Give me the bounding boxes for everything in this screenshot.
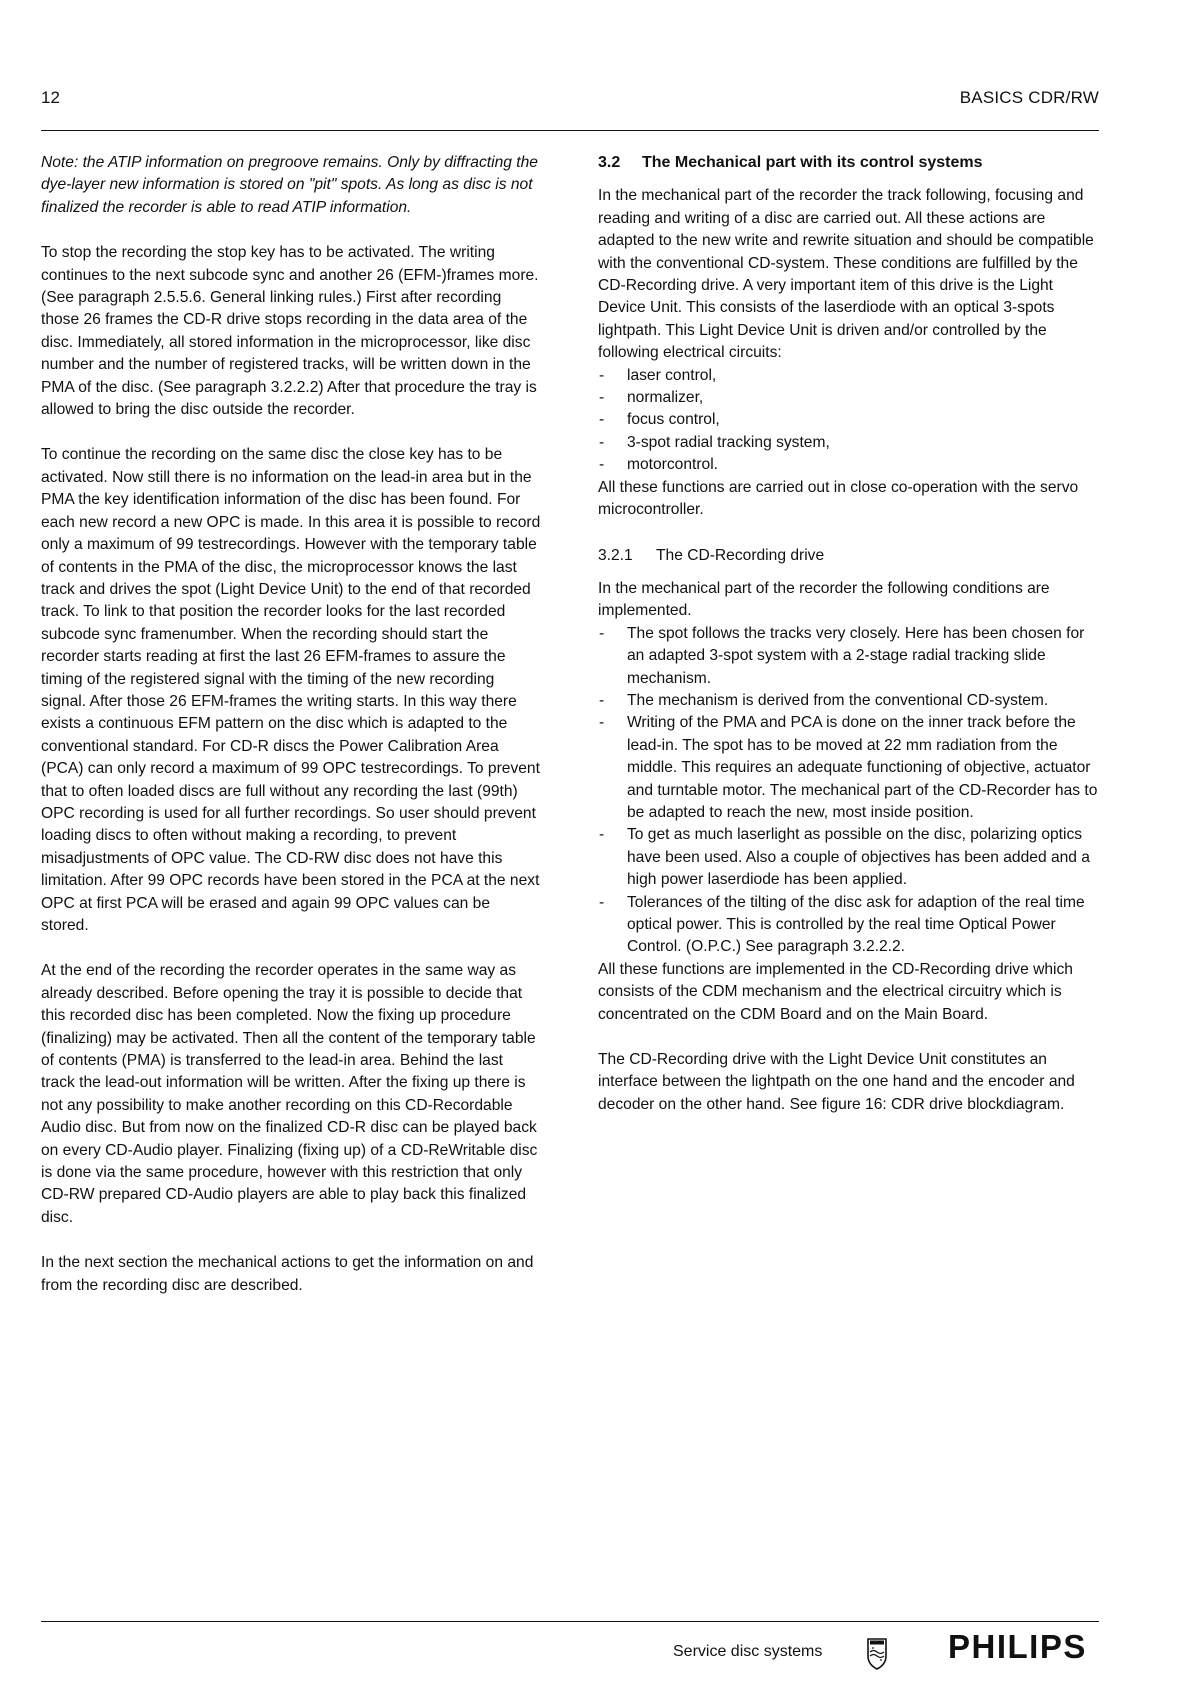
list-item: - Tolerances of the tilting of the disc ask for adaption of the real time optical power. This is controlled by the real time Optical Power Control. (O.P.C.) See paragraph 3.2.2.2. xyxy=(598,892,1098,959)
stop-recording-paragraph: To stop the recording the stop key has to be activated. The writing continues to the next subcode sync and another 26 (EFM-)frames more. (See paragraph 2.5.5.6. General linking rules.) First after recording those 26 frames the CD-R drive stops recording in the data area of the disc. Immediately, all stored information in the microprocessor, like disc number and the number of registered tracks, will be written down in the PMA of the disc. (See paragraph 3.2.2.2) After that procedure the tray is allowed to bring the disc outside the recorder. xyxy=(41,244,539,419)
next-section-paragraph: In the next section the mechanical actions to get the information on and from the recording disc are described. xyxy=(41,1254,534,1294)
section-number: 3.2 xyxy=(598,154,621,171)
list-item: - The spot follows the tracks very closely. Here has been chosen for an adapted 3-spot system with a 2-stage radial tracking slide mechanism. xyxy=(598,623,1098,690)
header-rule xyxy=(41,130,1099,131)
conditions-intro-paragraph: In the mechanical part of the recorder the following conditions are implemented. xyxy=(598,579,1050,620)
right-column xyxy=(598,152,1098,1116)
list-item: - focus control, xyxy=(598,409,1098,431)
conditions-list xyxy=(598,623,1098,959)
philips-shield-icon xyxy=(866,1636,888,1670)
list-item: - motorcontrol. xyxy=(598,454,1098,476)
continue-recording-paragraph: To continue the recording on the same disc the close key has to be activated. Now still there is no information on the lead-in area but in the PMA the key identification information of the disc has been found. For each new record a new OPC is made. In this area it is possible to record only a maximum of 99 testrecordings. However with the temporary table of contents in the PMA of the disc, the microprocessor knows the last track and drives the spot (Light Device Unit) to the end of that recorded track. To link to that position the recorder looks for the last recorded subcode sync framenumber. When the recording should start the recorder starts reading at first the last 26 EFM-frames to assure the timing of the registered signal with the timing of the new recording signal. After those 26 EFM-frames the writing starts. In this way there exists a continuous EFM pattern on the disc which is adapted to the conventional standard. For CD-R discs the Power Calibration Area (PCA) can only record a maximum of 99 OPC testrecordings. To prevent that to often loaded discs are full without any recording the last (99th) OPC recording is used for all further recordings. So user should prevent loading discs to often without making a recording, to prevent misadjustments of OPC value. The CD-RW disc does not have this limitation. After 99 OPC records have been stored in the PCA at the next OPC at first PCA will be erased and again 99 OPC values can be stored. xyxy=(41,446,541,934)
list-item: - Writing of the PMA and PCA is done on the inner track before the lead-in. The spot has to be moved at 22 mm radiation from the middle. This requires an adequate functioning of objective, actuator and turntable motor. The mechanical part of the CD-Recorder has to be adapted to reach the new, most inside position. xyxy=(598,712,1098,824)
list-item: - The mechanism is derived from the conventional CD-system. xyxy=(598,690,1098,712)
subsection-title: The CD-Recording drive xyxy=(656,546,825,564)
philips-logo: PHILIPS xyxy=(948,1628,1087,1665)
atip-note: Note: the ATIP information on pregroove remains. Only by diffracting the dye-layer new information is stored on "pit" spots. As long as disc is not finalized the recorder is able to read ATIP information. xyxy=(41,154,538,216)
page-number: 12 xyxy=(41,88,60,107)
circuits-list xyxy=(598,365,1098,477)
footer-text: Service disc systems xyxy=(673,1643,823,1660)
list-item: - normalizer, xyxy=(598,387,1098,409)
list-item: - laser control, xyxy=(598,365,1098,387)
footer-rule xyxy=(41,1621,1099,1622)
section-heading xyxy=(598,152,1098,174)
drive-interface-paragraph: The CD-Recording drive with the Light Device Unit constitutes an interface between the lightpath on the one hand and the encoder and decoder on the other hand. See figure 16: CDR drive blockdiagram. xyxy=(598,1051,1075,1113)
conditions-closing-paragraph: All these functions are implemented in the CD-Recording drive which consists of the CDM mechanism and the electrical circuitry which is concentrated on the CDM Board and on the Main Board. xyxy=(598,960,1073,1023)
subsection-number: 3.2.1 xyxy=(598,546,633,564)
section-title: The Mechanical part with its control systems xyxy=(642,154,983,171)
circuits-closing-paragraph: All these functions are carried out in close co-operation with the servo microcontroller. xyxy=(598,478,1079,519)
list-item: - To get as much laserlight as possible on the disc, polarizing optics have been used. Also a couple of objectives has been added and a high power laserdiode has been applied. xyxy=(598,824,1098,891)
mechanical-intro-paragraph: In the mechanical part of the recorder the track following, focusing and reading and writing of a disc are carried out. All these actions are adapted to the new write and rewrite situation and should be compatible with the conventional CD-system. These conditions are fulfilled by the CD-Recording drive. A very important item of this drive is the Light Device Unit. This consists of the laserdiode with an optical 3-spots lightpath. This Light Device Unit is driven and/or controlled by the following electrical circuits: xyxy=(598,187,1094,362)
list-item: - 3-spot radial tracking system, xyxy=(598,432,1098,454)
left-column xyxy=(41,152,541,1297)
subsection-heading xyxy=(598,545,1098,567)
running-header: BASICS CDR/RW xyxy=(959,88,1099,107)
end-recording-paragraph: At the end of the recording the recorder operates in the same way as already described. Before opening the tray it is possible to decide that this recorded disc has been completed. Now the fixing up procedure (finalizing) may be activated. Then all the content of the temporary table of contents (PMA) is transferred to the lead-in area. Behind the last track the lead-out information will be written. After the fixing up there is not any possibility to make another recording on this CD-Recordable Audio disc. But from now on the finalized CD-R disc can be played back on every CD-Audio player. Finalizing (fixing up) of a CD-ReWritable disc is done via the same procedure, however with this restriction that only CD-RW prepared CD-Audio players are able to play back this finalized disc. xyxy=(41,962,538,1226)
